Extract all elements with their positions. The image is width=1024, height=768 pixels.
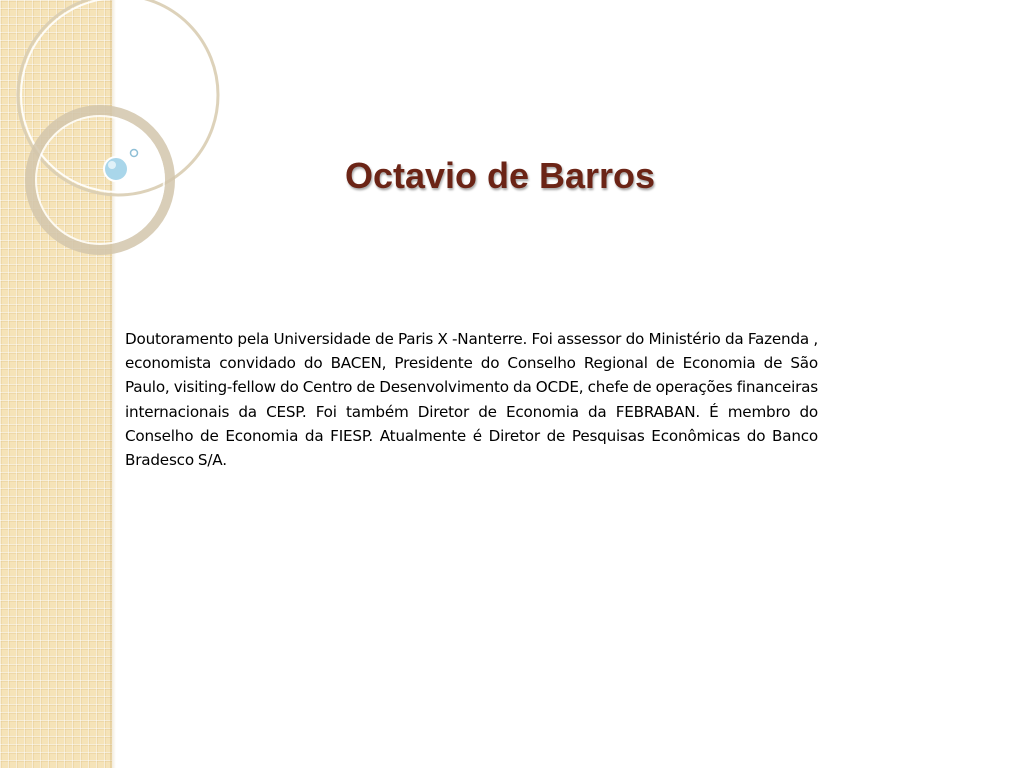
small-ring-decoration xyxy=(131,150,138,157)
blue-bubble-decoration xyxy=(104,157,128,181)
slide-title: Octavio de Barros xyxy=(344,155,656,196)
decorative-circles xyxy=(0,0,160,260)
ring-decoration xyxy=(30,110,170,250)
biography-text: Doutoramento pela Universidade de Paris X -Nanterre. Foi assessor do Ministério da Fazenda , economista convidado do BACEN, Presidente do Conselho Regional de Economia de São Paulo, visiting-fellow do Centro de Desenvolvimento da OCDE, chefe de operações financeiras internacionais da CESP. Foi também Diretor de Economia da FEBRABAN. É membro do Conselho de Economia da FIESP. Atualmente é Diretor de Pesquisas Econômicas do Banco Bradesco S/A. xyxy=(125,330,818,470)
